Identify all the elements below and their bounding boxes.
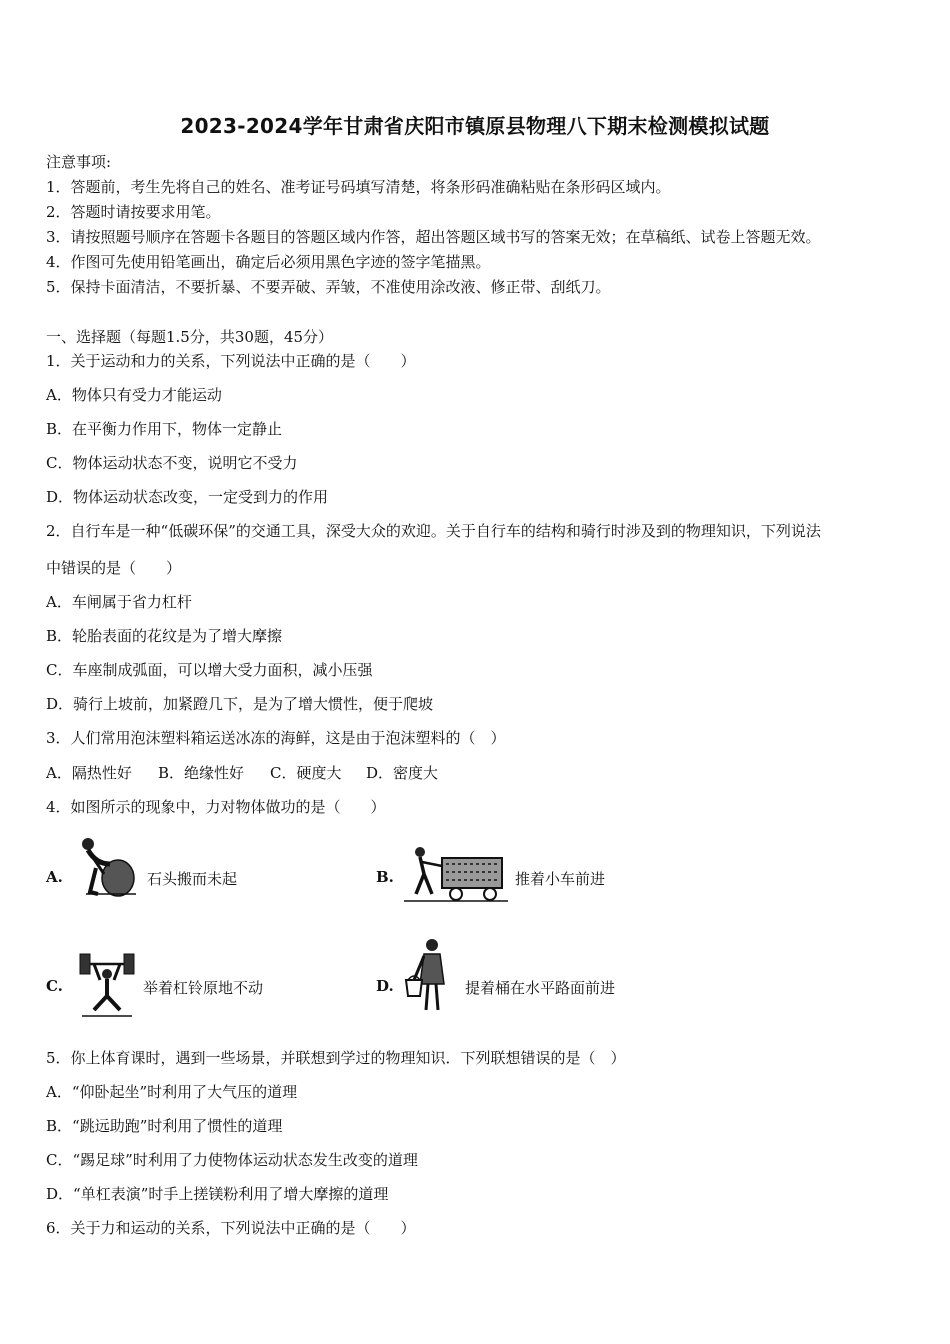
q4-option-d-label: D.	[376, 977, 394, 995]
page-title: 2023-2024学年甘肃省庆阳市镇原县物理八下期末检测模拟试题	[180, 114, 770, 138]
q5-option-b: B．“跳远助跑”时利用了惯性的道理	[46, 1117, 283, 1135]
q2-option-a: A．车闸属于省力杠杆	[46, 593, 192, 611]
notice-item: 3．请按照题号顺序在答题卡各题目的答题区域内作答，超出答题区域书写的答案无效；在草稿纸、试卷上答题无效。	[46, 228, 821, 246]
q5-option-d: D．“单杠表演”时手上搓镁粉利用了增大摩擦的道理	[46, 1185, 389, 1203]
carrying-bucket-figure	[402, 936, 458, 1016]
q1-option-b: B．在平衡力作用下，物体一定静止	[46, 420, 283, 438]
section-heading: 一、选择题（每题1.5分，共30题，45分）	[46, 328, 334, 346]
question-4-stem: 4．如图所示的现象中，力对物体做功的是（ ）	[46, 798, 386, 816]
q4-option-b-text: 推着小车前进	[515, 870, 606, 888]
question-3-stem: 3．人们常用泡沫塑料箱运送冰冻的海鲜，这是由于泡沫塑料的（ ）	[46, 729, 506, 747]
question-1-stem: 1．关于运动和力的关系，下列说法中正确的是（ ）	[46, 352, 416, 370]
q5-option-a: A．“仰卧起坐”时利用了大气压的道理	[46, 1083, 298, 1101]
q1-option-c: C．物体运动状态不变，说明它不受力	[46, 454, 298, 472]
q5-option-c: C．“踢足球”时利用了力使物体运动状态发生改变的道理	[46, 1151, 418, 1169]
question-6-stem: 6．关于力和运动的关系，下列说法中正确的是（ ）	[46, 1219, 416, 1237]
q3-option-c: C．硬度大	[270, 764, 342, 782]
question-2-stem-cont: 中错误的是（ ）	[46, 559, 182, 577]
question-2-stem: 2．自行车是一种“低碳环保”的交通工具，深受大众的欢迎。关于自行车的结构和骑行时涉及到的物理知识，下列说法	[46, 522, 821, 540]
lifting-stone-figure	[74, 834, 140, 900]
notice-item: 1．答题前，考生先将自己的姓名、准考证号码填写清楚，将条形码准确粘贴在条形码区域内。	[46, 178, 671, 196]
q2-option-c: C．车座制成弧面，可以增大受力面积，减小压强	[46, 661, 373, 679]
notice-item: 5．保持卡面清洁，不要折暴、不要弄破、弄皱，不准使用涂改液、修正带、刮纸刀。	[46, 278, 611, 296]
q3-option-b: B．绝缘性好	[158, 764, 245, 782]
q1-option-a: A．物体只有受力才能运动	[46, 386, 222, 404]
q2-option-b: B．轮胎表面的花纹是为了增大摩擦	[46, 627, 283, 645]
holding-barbell-figure	[76, 950, 138, 1020]
q4-option-a-text: 石头搬而未起	[147, 870, 238, 888]
notice-heading: 注意事项:	[46, 153, 112, 171]
q3-option-a: A．隔热性好	[46, 764, 132, 782]
pushing-cart-figure	[402, 844, 510, 904]
q4-option-c-text: 举着杠铃原地不动	[143, 979, 264, 997]
question-5-stem: 5．你上体育课时，遇到一些场景，并联想到学过的物理知识．下列联想错误的是（ ）	[46, 1049, 626, 1067]
q3-option-d: D．密度大	[366, 764, 439, 782]
q4-option-a-label: A.	[46, 868, 63, 886]
notice-item: 4．作图可先使用铅笔画出，确定后必须用黑色字迹的签字笔描黑。	[46, 253, 491, 271]
q4-option-d-text: 提着桶在水平路面前进	[465, 979, 616, 997]
q4-option-c-label: C.	[46, 977, 63, 995]
notice-item: 2．答题时请按要求用笔。	[46, 203, 221, 221]
q2-option-d: D．骑行上坡前，加紧蹬几下，是为了增大惯性，便于爬坡	[46, 695, 434, 713]
q1-option-d: D．物体运动状态改变，一定受到力的作用	[46, 488, 329, 506]
q4-option-b-label: B.	[376, 868, 394, 886]
